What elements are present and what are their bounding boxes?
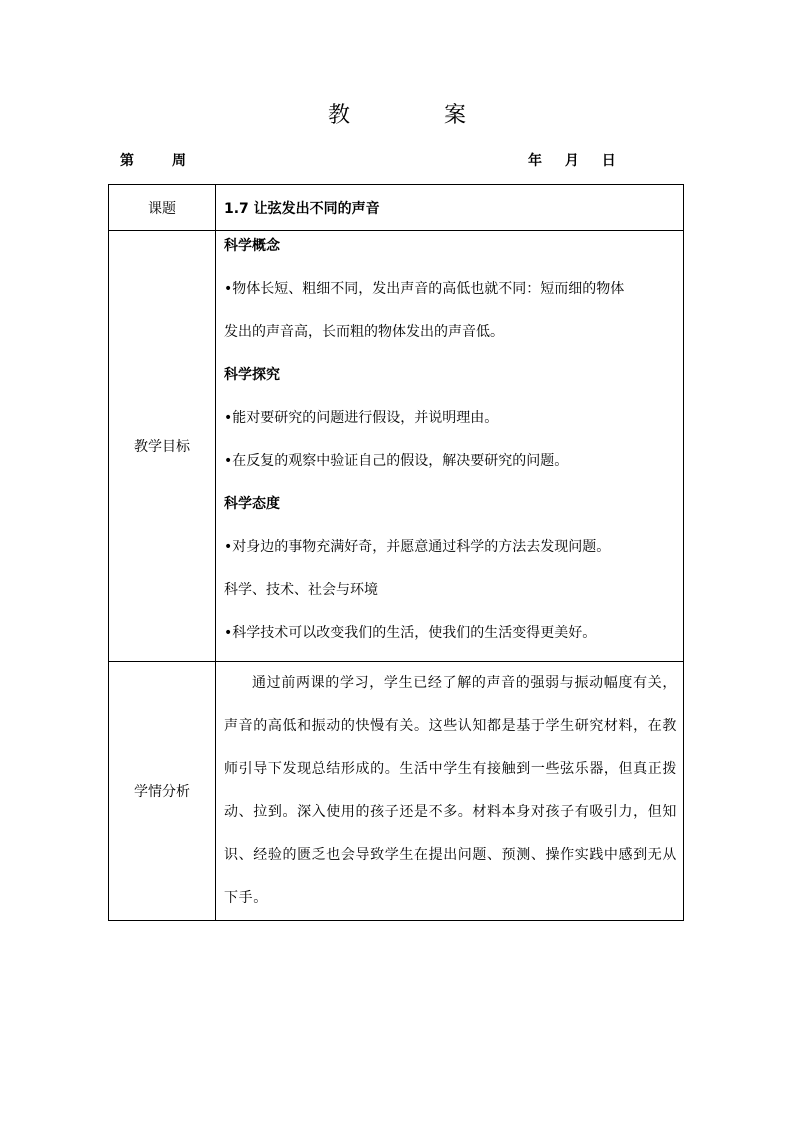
table-row-topic xyxy=(109,185,684,231)
date-month-label: 月 xyxy=(564,153,579,169)
topic-label: 课题 xyxy=(109,185,216,231)
analysis-label: 学情分析 xyxy=(109,662,216,921)
table-row-goals xyxy=(109,231,684,662)
goals-line: •物体长短、粗细不同，发出声音的高低也就不同：短而细的物体 xyxy=(224,281,625,297)
goals-heading-concept: 科学概念 xyxy=(224,238,280,254)
goals-heading-inquiry: 科学探究 xyxy=(224,367,280,383)
week-label: 第 周 xyxy=(120,153,198,169)
goals-line: •在反复的观察中验证自己的假设，解决要研究的问题。 xyxy=(224,453,569,469)
analysis-content xyxy=(216,662,684,921)
goals-line: •能对要研究的问题进行假设，并说明理由。 xyxy=(224,410,499,426)
lesson-plan-table xyxy=(108,184,684,921)
goals-heading-attitude: 科学态度 xyxy=(224,496,280,512)
goals-line: •科学技术可以改变我们的生活，使我们的生活变得更美好。 xyxy=(224,625,597,641)
date-line xyxy=(528,150,634,170)
goals-line: •对身边的事物充满好奇，并愿意通过科学的方法去发现问题。 xyxy=(224,539,611,555)
goals-label: 教学目标 xyxy=(109,231,216,662)
goals-content xyxy=(216,231,684,662)
analysis-text: 通过前两课的学习，学生已经了解的声音的强弱与振动幅度有关，声音的高低和振动的快慢有关。这些认知都是基于学生研究材料，在教师引导下发现总结形成的。生活中学生有接触到一些弦乐器，但真正拨动、拉到。深入使用的孩子还是不多。材料本身对孩子有吸引力，但知识、经验的匮乏也会导致学生在提出问题、预测、操作实践中感到无从下手。 xyxy=(224,675,677,906)
topic-value: 1.7 让弦发出不同的声音 xyxy=(216,185,684,231)
date-day-label: 日 xyxy=(601,153,616,169)
table-row-analysis xyxy=(109,662,684,921)
goals-line: 发出的声音高，长而粗的物体发出的声音低。 xyxy=(224,324,504,340)
goals-heading-sts: 科学、技术、社会与环境 xyxy=(224,582,378,598)
date-year-label: 年 xyxy=(528,153,542,169)
document-title: 教 案 xyxy=(327,103,502,128)
